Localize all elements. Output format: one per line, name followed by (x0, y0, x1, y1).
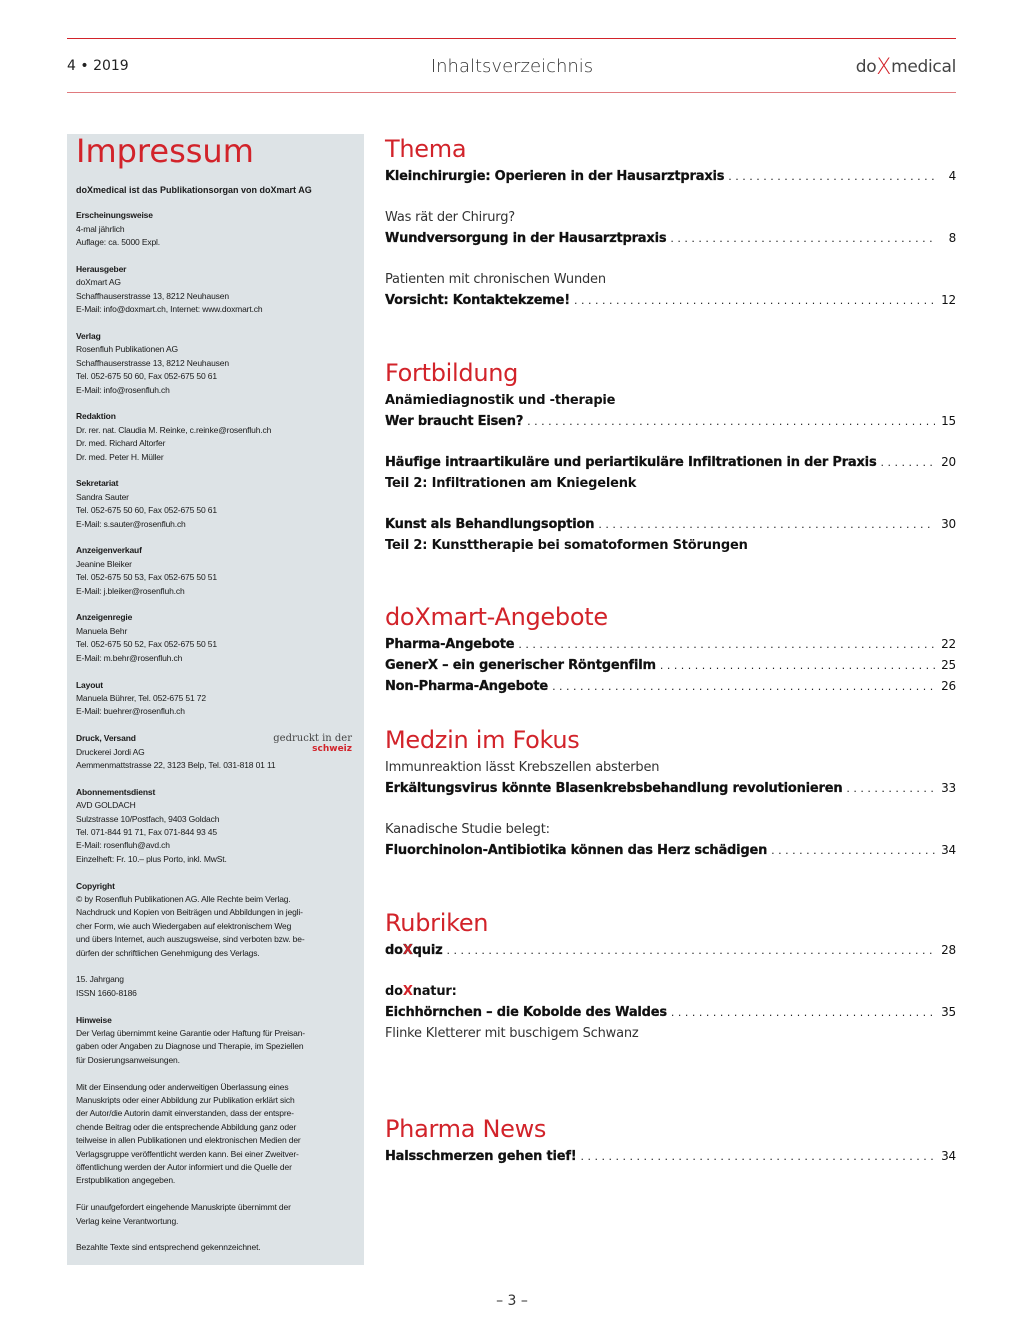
impressum-block-line: dürfen der schriftlichen Genehmigung des Verlags. (76, 947, 260, 958)
impressum-block-heading: Hinweise (76, 1014, 112, 1025)
leader-dots (446, 940, 935, 961)
impressum-block-line: Mit der Einsendung oder anderweitigen Überlassung eines (76, 1081, 289, 1092)
impressum-block-line: Sulzstrasse 10/Postfach, 9403 Goldach (76, 813, 220, 824)
impressum-block-heading: Erscheinungsweise (76, 210, 153, 221)
impressum-block-line: für Dosierungsanweisungen. (76, 1054, 180, 1065)
toc-entry-page[interactable]: 8 (948, 231, 956, 245)
impressum-block-line: Schaffhauserstrasse 13, 8212 Neuhausen (76, 357, 229, 368)
impressum-block-line: öffentlichung werden der Autor informiert und die Quelle der (76, 1162, 292, 1173)
impressum-block-line: Auflage: ca. 5000 Expl. (76, 237, 160, 248)
toc-entry-page[interactable]: 4 (948, 169, 956, 183)
impressum-block-line: E-Mail: info@rosenfluh.ch (76, 384, 170, 395)
impressum-block (76, 1201, 356, 1228)
impressum-block (76, 330, 356, 397)
impressum-block-line: Aemmenmattstrasse 22, 3123 Belp, Tel. 031-818 01 11 (76, 759, 276, 770)
toc-entry[interactable] (385, 757, 956, 799)
impressum-block-line: E-Mail: rosenfluh@avd.ch (76, 840, 170, 851)
toc-entry-kicker: Immunreaktion lässt Krebszellen absterben (385, 760, 660, 775)
impressum-block (76, 263, 356, 317)
impressum-block-line: Jeanine Bleiker (76, 558, 132, 569)
toc-entry-title[interactable]: Wer braucht Eisen? (385, 414, 524, 429)
toc-entry[interactable] (385, 676, 956, 697)
impressum-block-heading: Anzeigenregie (76, 612, 133, 623)
leader-dots (527, 411, 935, 432)
impressum-block-line: E-Mail: s.sauter@rosenfluh.ch (76, 518, 186, 529)
impressum-block-line: Manuela Bührer, Tel. 052-675 51 72 (76, 692, 206, 703)
toc-heading-rubriken: Rubriken (385, 909, 489, 937)
impressum-block-line: 15. Jahrgang (76, 974, 124, 985)
toc-entry-page[interactable]: 28 (941, 943, 956, 957)
impressum-block-line: © by Rosenfluh Publikationen AG. Alle Rechte beim Verlag. (76, 893, 291, 904)
toc-entry[interactable] (385, 514, 956, 556)
toc-section-thema (385, 134, 956, 311)
toc-section-rubriken (385, 908, 956, 1044)
impressum-block-heading: Sekretariat (76, 478, 119, 489)
toc-section-doxmart (385, 602, 956, 697)
impressum-block-line: Tel. 052-675 50 60, Fax 052-675 50 61 (76, 505, 217, 516)
toc-entry[interactable] (385, 207, 956, 249)
impressum-block-line: teilweise in allen Publikationen und elektronischen Medien der (76, 1135, 301, 1146)
impressum-block-line: cher Form, wie auch Wiedergaben auf elektronischem Weg (76, 920, 292, 931)
toc-entry[interactable] (385, 166, 956, 187)
impressum-block-line: Tel. 052-675 50 52, Fax 052-675 50 51 (76, 639, 217, 650)
impressum-block-line: gaben oder Angaben zu Diagnose und Therapie, im Speziellen (76, 1041, 304, 1052)
toc-entry[interactable] (385, 390, 956, 432)
toc-heading-medizin: Medzin im Fokus (385, 726, 580, 754)
impressum-block-line: Tel. 052-675 50 60, Fax 052-675 50 61 (76, 371, 217, 382)
toc-entry-page[interactable]: 22 (941, 637, 956, 651)
toc-entry-subtitle: Teil 2: Kunsttherapie bei somatoformen Störungen (385, 538, 748, 553)
toc-entry-kicker: Anämiediagnostik und -therapie (385, 393, 616, 408)
impressum-block-line: doXmart AG (76, 277, 121, 288)
impressum-block-line: Verlagsgruppe veröffentlicht werden kann. Bei einer Zweitver- (76, 1148, 299, 1159)
impressum-block (76, 679, 356, 719)
toc-entry-page[interactable]: 35 (941, 1005, 956, 1019)
toc-entry-doxquiz[interactable] (385, 940, 956, 961)
impressum-block-line: Sandra Sauter (76, 491, 129, 502)
impressum-block (76, 544, 356, 598)
toc-heading-thema: Thema (385, 135, 467, 163)
impressum-block-heading: Copyright (76, 880, 115, 891)
impressum-block-line: Manuela Behr (76, 625, 128, 636)
impressum-title: Impressum (76, 132, 254, 170)
impressum-block-line: Dr. med. Richard Altorfer (76, 438, 166, 449)
impressum-block-heading: Redaktion (76, 411, 116, 422)
leader-dots (880, 452, 935, 473)
impressum-block-line: Rosenfluh Publikationen AG (76, 344, 178, 355)
impressum-block-line: Manuskripts oder einer Abbildung zur Publikation erklärt sich (76, 1095, 295, 1105)
toc-entry-title[interactable]: Fluorchinolon-Antibiotika können das Herz schädigen (385, 843, 768, 858)
impressum-block-heading: Herausgeber (76, 264, 127, 274)
toc-entry[interactable] (385, 655, 956, 676)
brand-x: X (402, 943, 413, 958)
toc-entry[interactable] (385, 819, 956, 861)
toc-entry-page[interactable]: 33 (941, 781, 956, 795)
impressum-block-line: E-Mail: buehrer@rosenfluh.ch (76, 706, 185, 717)
gedruckt-line2: schweiz (312, 744, 352, 754)
leader-dots (552, 676, 935, 697)
toc-entry[interactable] (385, 269, 956, 311)
impressum-block-line: Tel. 071-844 91 71, Fax 071-844 93 45 (76, 826, 217, 837)
impressum-block-line: Dr. rer. nat. Claudia M. Reinke, c.reinke@rosenfluh.ch (76, 424, 272, 435)
logo-text-medical: medical (891, 57, 956, 77)
impressum-block (76, 1014, 356, 1068)
toc-entry-title[interactable]: Vorsicht: Kontaktekzeme! (385, 293, 571, 308)
logo-x: X (876, 55, 892, 80)
toc-heading-fortbildung: Fortbildung (385, 359, 519, 387)
leader-dots (598, 514, 935, 535)
toc-entry-title[interactable]: Non-Pharma-Angebote (385, 679, 549, 694)
impressum-block-line: Druckerei Jordi AG (76, 746, 145, 757)
toc-entry-kicker: Was rät der Chirurg? (385, 210, 515, 225)
impressum-block-line: 4-mal jährlich (76, 223, 125, 234)
toc-entry-title[interactable]: Halsschmerzen gehen tief! (385, 1149, 577, 1164)
impressum-intro: doXmedical ist das Publikationsorgan von doXmart AG (76, 185, 312, 195)
toc-heading-pharma-news: Pharma News (385, 1115, 547, 1143)
leader-dots (771, 840, 935, 861)
doxmedical-logo (856, 53, 956, 78)
page-section-title: Inhaltsverzeichnis (430, 56, 594, 77)
toc-entry-title[interactable] (385, 940, 442, 961)
impressum-block (76, 1081, 356, 1188)
impressum-block-line: Einzelheft: Fr. 10.– plus Porto, inkl. MwSt. (76, 853, 227, 864)
toc-section-medizin (385, 725, 956, 861)
impressum-block-line: ISSN 1660-8186 (76, 987, 137, 998)
toc-entry-title[interactable]: Erkältungsvirus könnte Blasenkrebsbehandlung revolutionieren (385, 781, 843, 796)
leader-dots (518, 634, 935, 655)
toc-entry-page[interactable]: 12 (941, 293, 956, 307)
impressum-block-line: E-Mail: info@doxmart.ch, Internet: www.doxmart.ch (76, 304, 263, 315)
impressum-block-line: der Autor/die Autorin damit einverstanden, dass der entspre- (76, 1108, 294, 1119)
impressum-panel (67, 134, 364, 1265)
toc-entry-page[interactable]: 20 (941, 455, 956, 469)
impressum-block-line: Dr. med. Peter H. Müller (76, 451, 164, 462)
toc-entry-page[interactable]: 15 (941, 414, 956, 428)
impressum-block-line: E-Mail: m.behr@rosenfluh.ch (76, 652, 183, 663)
gedruckt-line1: gedruckt in der (273, 733, 352, 744)
impressum-block-line: Erstpublikation angegeben. (76, 1175, 176, 1186)
impressum-block-heading: Layout (76, 679, 103, 690)
impressum-block (76, 209, 356, 249)
issue-number: 4 • 2019 (67, 58, 129, 74)
leader-dots (671, 1002, 935, 1023)
impressum-block-line: chende Beitrag oder die entsprechende Abbildung ganz oder (76, 1121, 297, 1132)
brand-x: X (402, 984, 413, 999)
toc-entry-page[interactable]: 34 (941, 843, 956, 857)
toc-entry[interactable] (385, 452, 956, 494)
leader-dots (846, 778, 935, 799)
page-number: – 3 – (496, 1293, 528, 1309)
toc-entry-title[interactable]: Eichhörnchen – die Kobolde des Waldes (385, 1005, 667, 1020)
toc-entry-kicker (385, 981, 956, 1002)
toc-entry[interactable] (385, 1146, 956, 1167)
impressum-block (76, 410, 356, 464)
toc-entry-subtitle: Flinke Kletterer mit buschigem Schwanz (385, 1026, 639, 1041)
impressum-block-line: Schaffhauserstrasse 13, 8212 Neuhausen (76, 290, 229, 301)
toc-entry-page[interactable]: 30 (941, 517, 956, 531)
toc-entry-subtitle: Teil 2: Infiltrationen am Kniegelenk (385, 476, 637, 491)
leader-dots (581, 1146, 936, 1167)
toc-entry-page[interactable]: 26 (941, 679, 956, 693)
gedruckt-in-der-schweiz-logo (273, 734, 352, 754)
impressum-block-heading: Anzeigenverkauf (76, 545, 142, 556)
impressum-block (76, 477, 356, 531)
impressum-block-line: Tel. 052-675 50 53, Fax 052-675 50 51 (76, 572, 217, 583)
toc-entry-kicker: Kanadische Studie belegt: (385, 822, 550, 837)
impressum-block-line: AVD GOLDACH (76, 800, 136, 811)
toc-entry-page[interactable]: 25 (941, 658, 956, 672)
impressum-block (76, 611, 356, 665)
toc-entry-title[interactable]: GenerX – ein generischer Röntgenfilm (385, 658, 656, 673)
header-top-rule (67, 38, 956, 39)
toc-entry-title[interactable]: Wundversorgung in der Hausarztpraxis (385, 231, 667, 246)
logo-text-do: do (855, 57, 877, 77)
impressum-block-heading: Abonnementsdienst (76, 786, 156, 797)
toc-entry-page[interactable]: 34 (941, 1149, 956, 1163)
impressum-block (76, 1241, 356, 1254)
impressum-block-line: und übers Internet, auch auszugsweise, sind verboten bzw. be- (76, 934, 305, 945)
toc-entry-title[interactable]: Kunst als Behandlungsoption (385, 517, 595, 532)
brand-do: do (385, 943, 403, 958)
impressum-block-line: E-Mail: j.bleiker@rosenfluh.ch (76, 585, 185, 596)
toc-section-pharma-news (385, 1114, 956, 1167)
impressum-block-line: Der Verlag übernimmt keine Garantie oder Haftung für Preisan- (76, 1027, 305, 1038)
toc-entry-title[interactable]: Kleinchirurgie: Operieren in der Hausarztpraxis (385, 169, 725, 184)
leader-dots (728, 166, 936, 187)
toc-entry-title[interactable]: Häufige intraartikuläre und periartikuläre Infiltrationen in der Praxis (385, 455, 877, 470)
toc-entry-doxnatur[interactable] (385, 981, 956, 1044)
leader-dots (574, 290, 935, 311)
impressum-block-line: Für unaufgefordert eingehende Manuskripte übernimmt der (76, 1202, 291, 1213)
impressum-block (76, 880, 356, 960)
toc-entry-kicker: Patienten mit chronischen Wunden (385, 272, 606, 287)
brand-suffix: quiz (412, 943, 443, 958)
impressum-block (76, 786, 356, 866)
brand-suffix: natur: (412, 984, 457, 999)
impressum-block-line: Bezahlte Texte sind entsprechend gekennzeichnet. (76, 1242, 261, 1253)
impressum-block-heading: Druck, Versand (76, 733, 136, 744)
brand-do: do (385, 984, 403, 999)
toc-entry[interactable] (385, 634, 956, 655)
leader-dots (660, 655, 935, 676)
impressum-block-line: Nachdruck und Kopien von Beiträgen und Abbildungen in jegli- (76, 907, 303, 918)
toc-heading-doxmart: doXmart-Angebote (385, 603, 608, 631)
toc-entry-title[interactable]: Pharma-Angebote (385, 637, 515, 652)
toc-section-fortbildung (385, 358, 956, 556)
impressum-block (76, 973, 356, 1000)
leader-dots (670, 228, 936, 249)
impressum-block-line: Verlag keine Verantwortung. (76, 1215, 179, 1226)
header-bottom-rule (67, 92, 956, 93)
impressum-block-heading: Verlag (76, 331, 101, 342)
